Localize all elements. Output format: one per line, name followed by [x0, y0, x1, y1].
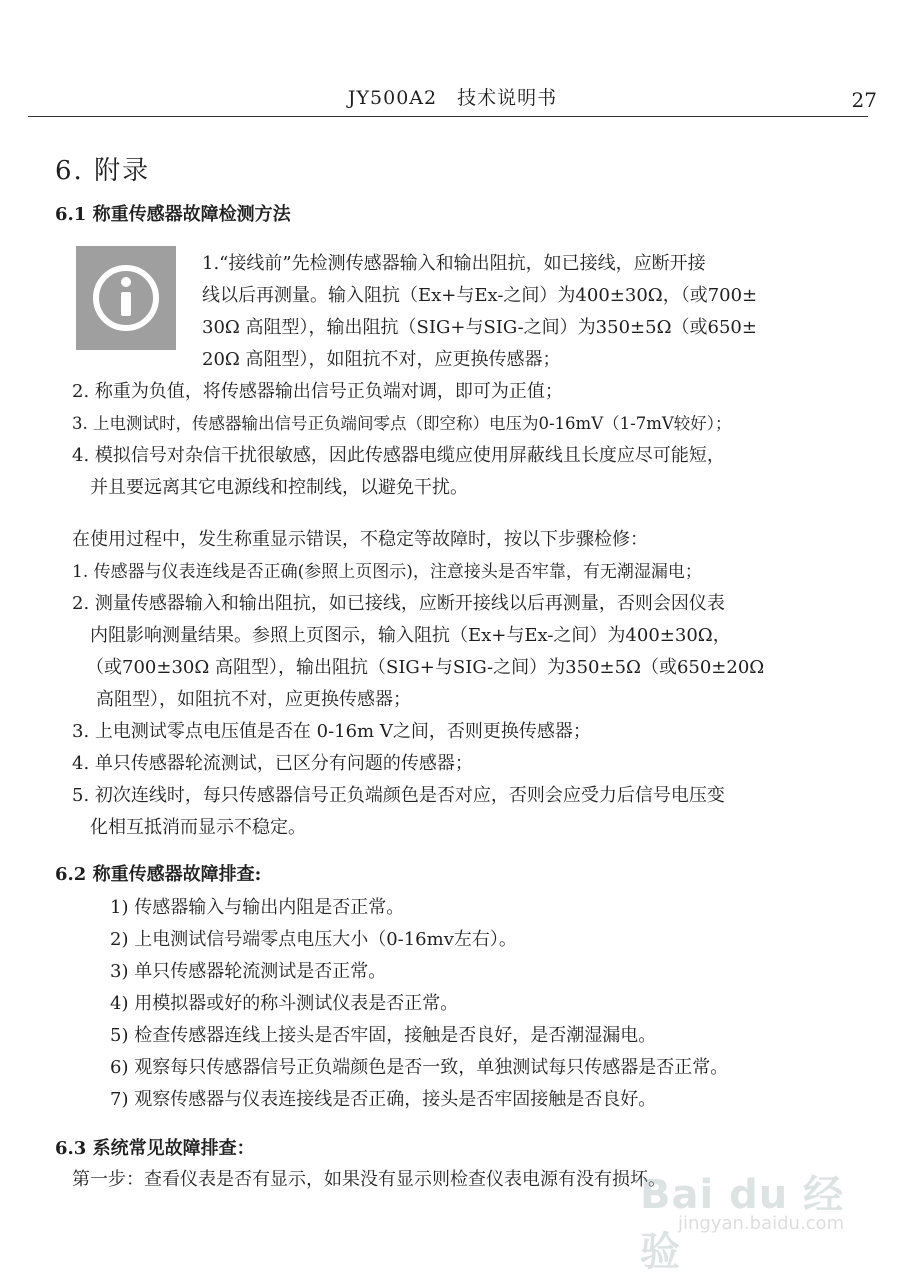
s62-item-7: 7) 观察传感器与仪表连接线是否正确，接头是否牢固接触是否良好。 — [110, 1089, 657, 1110]
info-icon — [76, 246, 176, 350]
s61-para2-line-4: 内阻影响测量结果。参照上页图示，输入阻抗（Ex+与Ex-之间）为400±30Ω， — [90, 625, 731, 646]
s61-line-6: 3. 上电测试时，传感器输出信号正负端间零点（即空称）电压为0-16mV（1-7mV较好）； — [72, 414, 732, 433]
s61-para2-line-8: 4. 单只传感器轮流测试，已区分有问题的传感器； — [72, 753, 473, 774]
s61-line-7: 4. 模拟信号对杂信干扰很敏感，因此传感器电缆应使用屏蔽线且长度应尽可能短， — [72, 445, 725, 466]
s61-line-1: 1.“接线前”先检测传感器输入和输出阻抗，如已接线，应断开接 — [202, 253, 706, 274]
s61-para2-line-10: 化相互抵消而显示不稳定。 — [90, 817, 306, 838]
s61-para2-line-7: 3. 上电测试零点电压值是否在 0-16m V之间，否则更换传感器； — [72, 721, 591, 742]
section-6-1-heading: 6.1 称重传感器故障检测方法 — [55, 204, 291, 225]
section-6-2-heading: 6.2 称重传感器故障排查: — [55, 864, 262, 885]
watermark-url: jingyan.baidu.com — [678, 1213, 845, 1234]
s61-line-8: 并且要远离其它电源线和控制线，以避免干扰。 — [90, 477, 468, 498]
s61-para2-line-6: 高阻型），如阻抗不对，应更换传感器； — [96, 689, 411, 710]
s61-para2-line-1: 在使用过程中，发生称重显示错误，不稳定等故障时，按以下步骤检修： — [72, 529, 648, 550]
s63-step-1: 第一步：查看仪表是否有显示，如果没有显示则检查仪表电源有没有损坏。 — [72, 1169, 666, 1190]
s62-item-2: 2) 上电测试信号端零点电压大小（0-16mv左右）。 — [110, 929, 517, 950]
s61-line-5: 2. 称重为负值，将传感器输出信号正负端对调，即可为正值； — [72, 381, 563, 402]
s61-para2-line-5: （或700±30Ω 高阻型），输出阻抗（SIG+与SIG-之间）为350±5Ω（或650±20Ω — [86, 657, 765, 678]
s61-para2-line-2: 1. 传感器与仪表连线是否正确(参照上页图示)，注意接头是否牢靠，有无潮湿漏电； — [72, 562, 702, 582]
s61-line-4: 20Ω 高阻型），如阻抗不对，应更换传感器； — [202, 349, 561, 370]
s62-item-3: 3) 单只传感器轮流测试是否正常。 — [110, 961, 387, 982]
s61-para2-line-3: 2. 测量传感器输入和输出阻抗，如已接线，应断开接线以后再测量，否则会因仪表 — [72, 593, 725, 614]
page-number: 27 — [851, 88, 877, 112]
baidu-jingyan-watermark — [640, 1163, 860, 1275]
s62-item-4: 4) 用模拟器或好的称斗测试仪表是否正常。 — [110, 993, 459, 1014]
section-6-3-heading: 6.3 系统常见故障排查： — [55, 1138, 255, 1159]
s62-item-6: 6) 观察每只传感器信号正负端颜色是否一致，单独测试每只传感器是否正常。 — [110, 1057, 729, 1078]
header-divider — [28, 116, 868, 117]
chapter-title: 6. 附录 — [55, 156, 151, 186]
s61-para2-line-9: 5. 初次连线时，每只传感器信号正负端颜色是否对应，否则会应受力后信号电压变 — [72, 785, 725, 806]
watermark-logo: Bai du 经验 — [640, 1172, 845, 1275]
s61-line-2: 线以后再测量。输入阻抗（Ex+与Ex-之间）为400±30Ω，（或700± — [202, 285, 758, 306]
s62-item-1: 1) 传感器输入与输出内阻是否正常。 — [110, 897, 405, 918]
document-header-title: JY500A2 技术说明书 — [347, 87, 558, 109]
s62-item-5: 5) 检查传感器连线上接头是否牢固，接触是否良好，是否潮湿漏电。 — [110, 1025, 657, 1046]
s61-line-3: 30Ω 高阻型），输出阻抗（SIG+与SIG-之间）为350±5Ω（或650± — [202, 317, 757, 338]
